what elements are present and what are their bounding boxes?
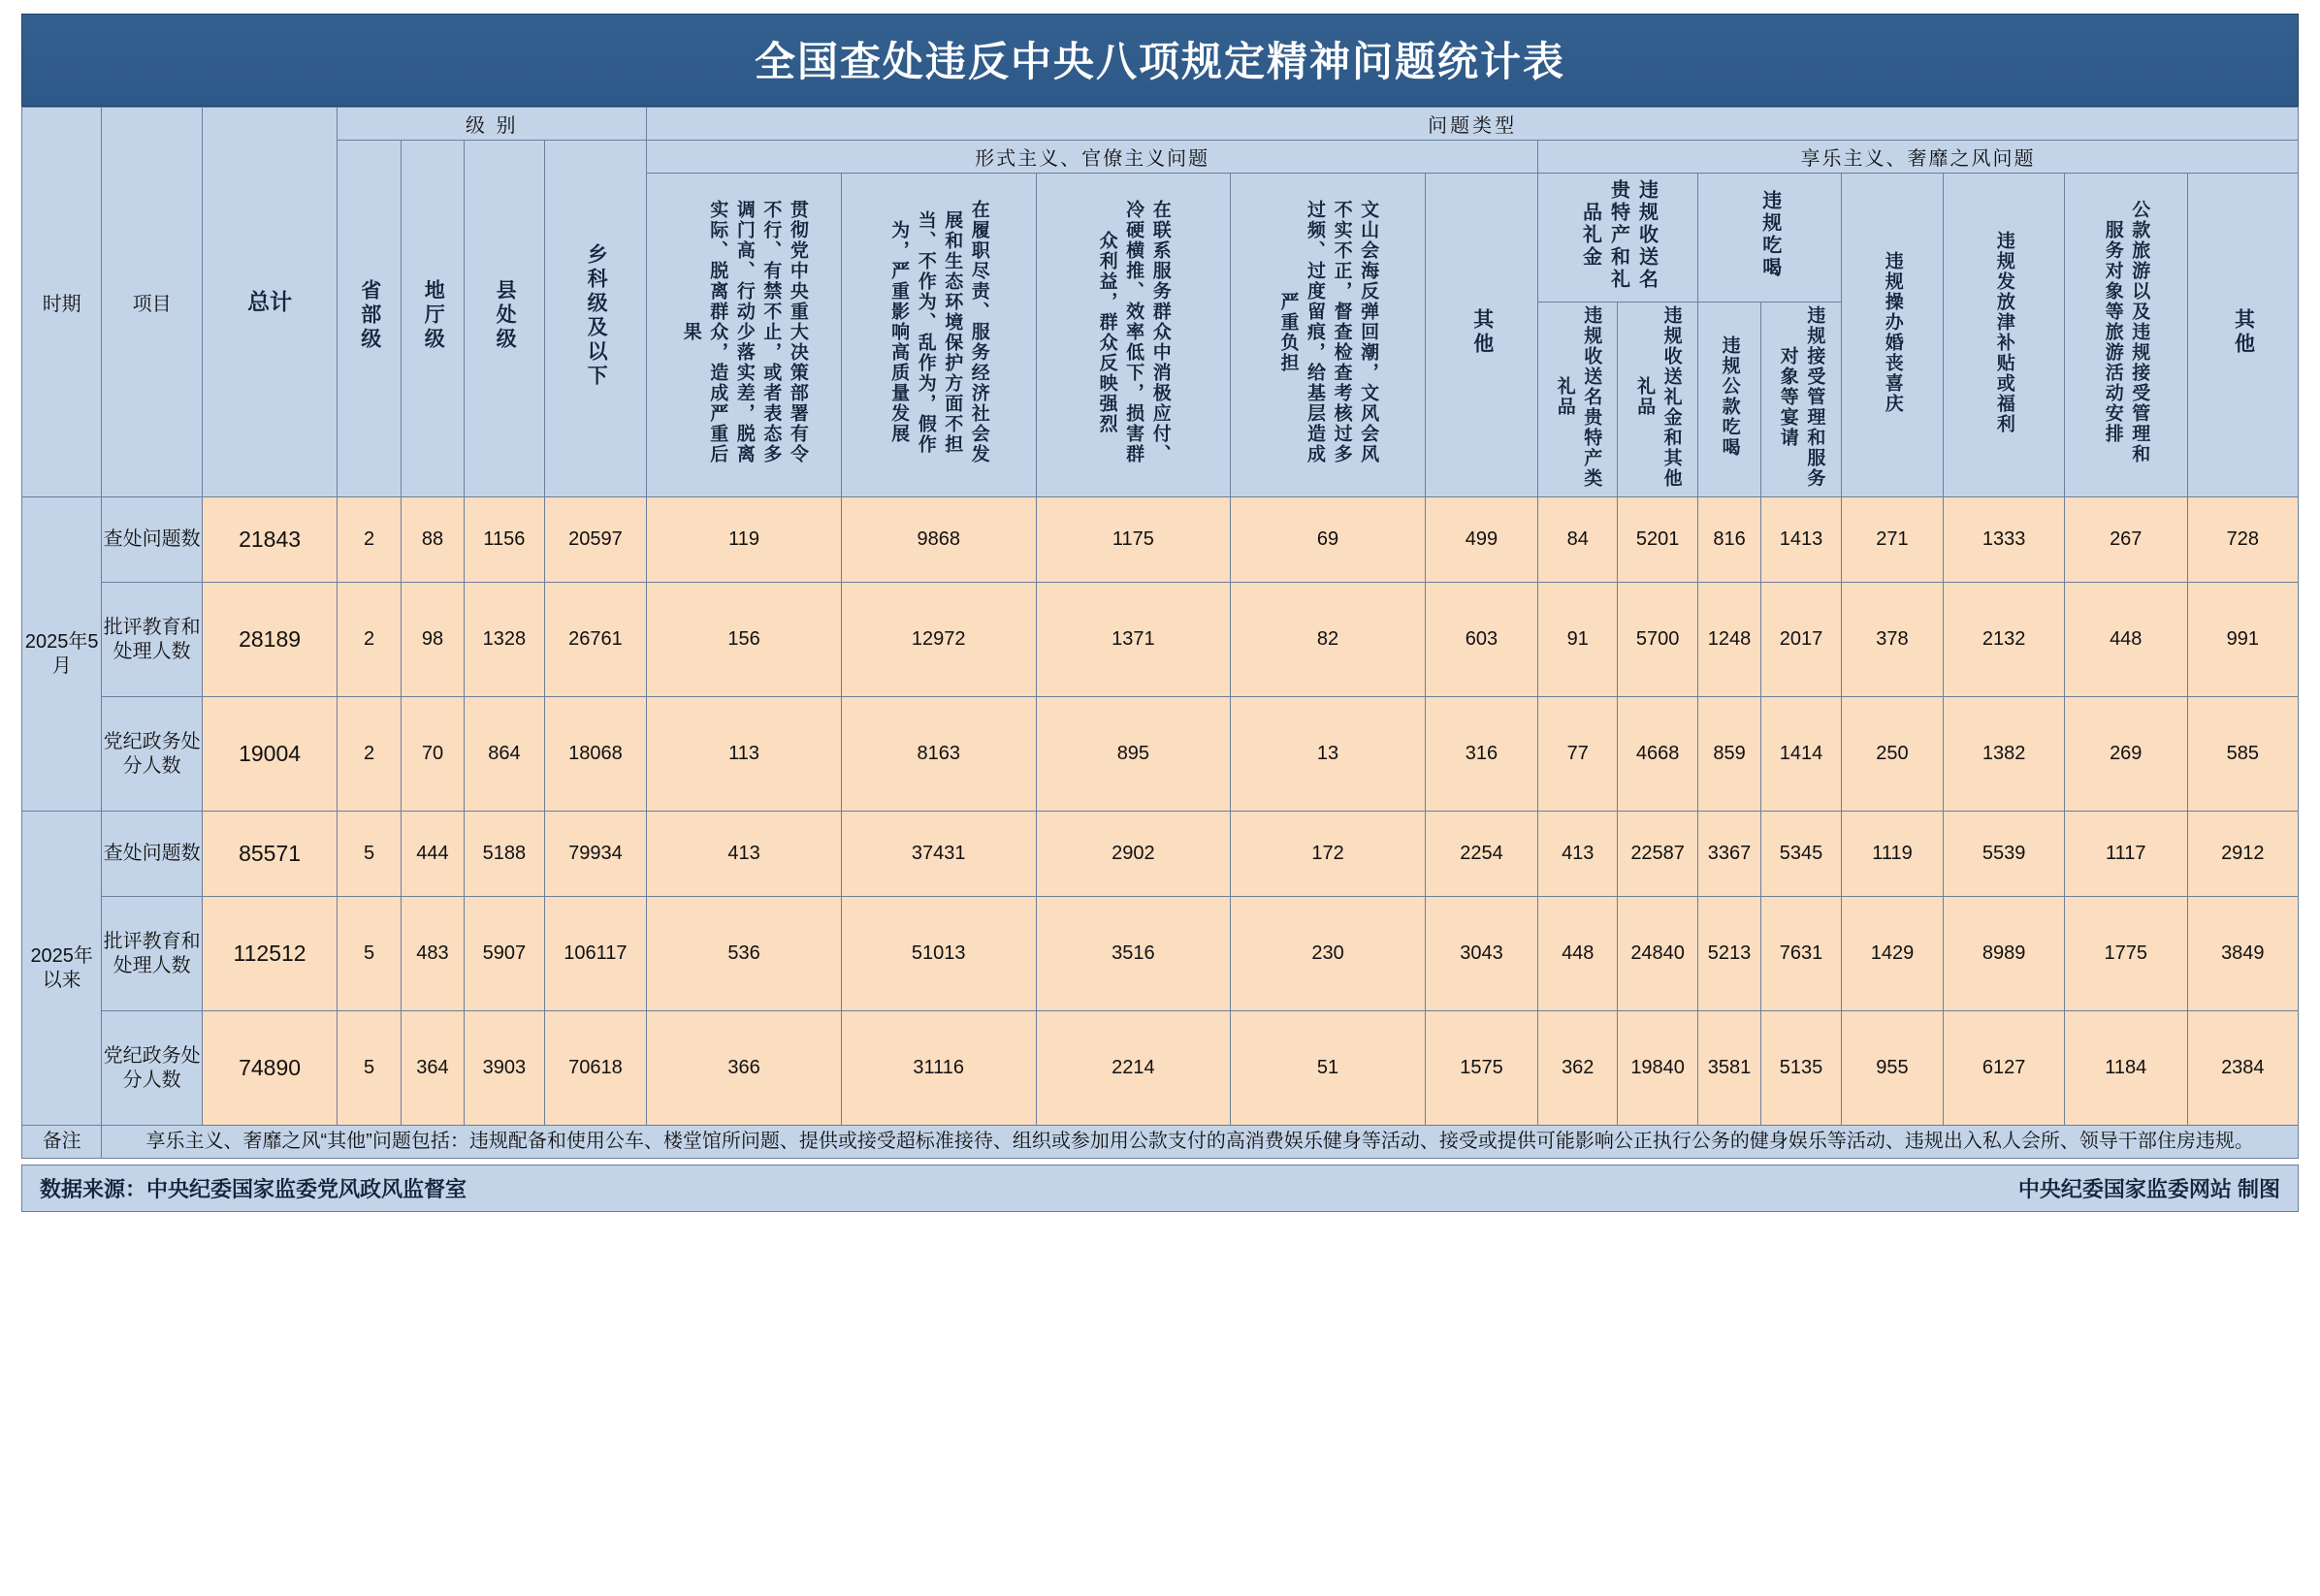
cell-level-4: 20597: [544, 497, 647, 583]
cell-hedonism-2: 4668: [1618, 697, 1697, 812]
header-hedonism-col-2: 违规收送礼金和其他礼品: [1634, 304, 1682, 489]
cell-formalism-1: 119: [647, 497, 842, 583]
cell-total: 28189: [202, 583, 337, 697]
cell-hedonism-2: 24840: [1618, 897, 1697, 1011]
header-hedonism-eat-subcols: [1698, 303, 1841, 497]
cell-hedonism-3: 3367: [1697, 812, 1760, 897]
cell-level-1: 2: [338, 697, 401, 812]
cell-level-3: 5188: [465, 812, 544, 897]
item-label: 批评教育和处理人数: [102, 583, 203, 697]
cell-formalism-3: 1371: [1036, 583, 1231, 697]
cell-formalism-other: 499: [1425, 497, 1537, 583]
header-item: 项目: [102, 108, 203, 497]
cell-level-3: 864: [465, 697, 544, 812]
table-row: [22, 1011, 2299, 1126]
header-level-group: 级 别: [338, 108, 647, 141]
cell-hedonism-7: 267: [2064, 497, 2187, 583]
item-label: 查处问题数: [102, 812, 203, 897]
source-left: 数据来源：中央纪委国家监委党风政风监督室: [40, 1177, 467, 1201]
cell-formalism-4: 172: [1231, 812, 1426, 897]
cell-level-4: 26761: [544, 583, 647, 697]
cell-hedonism-7: 1775: [2064, 897, 2187, 1011]
cell-level-2: 70: [401, 697, 464, 812]
header-formalism-col-other: 其他: [1425, 174, 1537, 497]
cell-formalism-3: 2902: [1036, 812, 1231, 897]
item-label: 党纪政务处分人数: [102, 697, 203, 812]
header-level-sheng: 省部级: [338, 141, 401, 497]
cell-hedonism-4: 1413: [1761, 497, 1841, 583]
cell-formalism-3: 895: [1036, 697, 1231, 812]
cell-hedonism-3: 816: [1697, 497, 1760, 583]
cell-level-1: 5: [338, 897, 401, 1011]
header-hedonism-col-1: 违规收送名贵特产类礼品: [1538, 303, 1618, 496]
cell-formalism-4: 69: [1231, 497, 1426, 583]
cell-hedonism-4: 2017: [1761, 583, 1841, 697]
cell-formalism-other: 316: [1425, 697, 1537, 812]
header-hedonism-col-7: 公款旅游以及违规接受管理和服务对象等旅游活动安排: [2064, 174, 2187, 497]
cell-formalism-other: 2254: [1425, 812, 1537, 897]
header-hedonism-col-5: 违规操办婚丧喜庆: [1841, 174, 1944, 497]
table-row: [22, 497, 2299, 583]
source-right: 中央纪委国家监委网站 制图: [2017, 1177, 2280, 1201]
cell-total: 85571: [202, 812, 337, 897]
cell-hedonism-other: 991: [2187, 583, 2298, 697]
cell-hedonism-6: 1333: [1944, 497, 2065, 583]
header-hedonism-col-6: 违规发放津补贴或福利: [1944, 174, 2065, 497]
cell-formalism-4: 82: [1231, 583, 1426, 697]
note-row: [22, 1126, 2299, 1159]
cell-hedonism-6: 1382: [1944, 697, 2065, 812]
cell-formalism-1: 366: [647, 1011, 842, 1126]
cell-total: 21843: [202, 497, 337, 583]
cell-hedonism-2: 22587: [1618, 812, 1697, 897]
cell-hedonism-1: 448: [1538, 897, 1618, 1011]
cell-hedonism-7: 1184: [2064, 1011, 2187, 1126]
cell-hedonism-5: 378: [1841, 583, 1944, 697]
header-formalism-col-4: 文山会海反弹回潮，文风会风不实不正，督查检查考核过多过频、过度留痕，给基层造成严重负担: [1231, 174, 1426, 497]
cell-level-3: 3903: [465, 1011, 544, 1126]
cell-formalism-other: 3043: [1425, 897, 1537, 1011]
table-row: [22, 897, 2299, 1011]
cell-hedonism-6: 8989: [1944, 897, 2065, 1011]
cell-hedonism-1: 77: [1538, 697, 1618, 812]
cell-level-4: 79934: [544, 812, 647, 897]
cell-level-4: 70618: [544, 1011, 647, 1126]
period-label-2025-ytd: 2025年以来: [22, 812, 102, 1126]
header-row-1: [22, 108, 2299, 141]
source-bar: [21, 1165, 2299, 1212]
cell-formalism-2: 31116: [841, 1011, 1036, 1126]
cell-formalism-1: 156: [647, 583, 842, 697]
cell-hedonism-4: 5345: [1761, 812, 1841, 897]
header-group-formalism: 形式主义、官僚主义问题: [647, 141, 1538, 174]
header-level-xianchu: 县处级: [465, 141, 544, 497]
header-total: [202, 108, 337, 497]
cell-hedonism-5: 250: [1841, 697, 1944, 812]
cell-formalism-2: 8163: [841, 697, 1036, 812]
cell-level-3: 1328: [465, 583, 544, 697]
cell-formalism-2: 9868: [841, 497, 1036, 583]
cell-hedonism-1: 91: [1538, 583, 1618, 697]
note-label: 备注: [22, 1126, 102, 1159]
cell-hedonism-4: 5135: [1761, 1011, 1841, 1126]
cell-total: 112512: [202, 897, 337, 1011]
cell-formalism-2: 51013: [841, 897, 1036, 1011]
header-formalism-col-3: 在联系服务群众中消极应付、冷硬横推、效率低下，损害群众利益，群众反映强烈: [1036, 174, 1231, 497]
cell-total: 19004: [202, 697, 337, 812]
cell-formalism-4: 13: [1231, 697, 1426, 812]
cell-level-1: 2: [338, 583, 401, 697]
header-hedonism-gift-subcols: [1538, 303, 1697, 497]
cell-hedonism-3: 3581: [1697, 1011, 1760, 1126]
header-level-xiangke: 乡科级及以下: [544, 141, 647, 497]
item-label: 查处问题数: [102, 497, 203, 583]
cell-hedonism-other: 728: [2187, 497, 2298, 583]
cell-level-2: 88: [401, 497, 464, 583]
header-hedonism-gift-group: [1538, 174, 1698, 497]
cell-hedonism-1: 362: [1538, 1011, 1618, 1126]
cell-level-1: 5: [338, 1011, 401, 1126]
header-level-diting: 地厅级: [401, 141, 464, 497]
cell-formalism-other: 603: [1425, 583, 1537, 697]
item-label: 党纪政务处分人数: [102, 1011, 203, 1126]
note-text: 享乐主义、奢靡之风“其他”问题包括：违规配备和使用公车、楼堂馆所问题、提供或接受超标准接待、组织或参加用公款支付的高消费娱乐健身等活动、接受或提供可能影响公正执行公务的健身娱乐等活动、违规出入私人会所、领导干部住房违规。: [102, 1126, 2299, 1159]
header-formalism-col-1: 贯彻党中央重大决策部署有令不行、有禁不止，或者表态多调门高、行动少落实差，脱离实际、脱离群众，造成严重后果: [647, 174, 842, 497]
header-group-hedonism: 享乐主义、奢靡之风问题: [1538, 141, 2299, 174]
page-title: 全国查处违反中央八项规定精神问题统计表: [21, 14, 2299, 107]
cell-formalism-1: 413: [647, 812, 842, 897]
cell-level-2: 483: [401, 897, 464, 1011]
cell-hedonism-6: 2132: [1944, 583, 2065, 697]
header-row-2: [22, 141, 2299, 174]
cell-formalism-2: 37431: [841, 812, 1036, 897]
cell-hedonism-6: 6127: [1944, 1011, 2065, 1126]
header-hedonism-col-other: 其他: [2187, 174, 2298, 497]
cell-formalism-3: 3516: [1036, 897, 1231, 1011]
cell-hedonism-3: 859: [1697, 697, 1760, 812]
cell-level-2: 364: [401, 1011, 464, 1126]
cell-formalism-1: 113: [647, 697, 842, 812]
header-hedonism-eat-group: [1697, 174, 1841, 497]
header-total-label: 总计: [247, 289, 293, 315]
header-period: 时期: [22, 108, 102, 497]
table-row: [22, 812, 2299, 897]
cell-hedonism-4: 1414: [1761, 697, 1841, 812]
cell-level-3: 1156: [465, 497, 544, 583]
cell-hedonism-3: 1248: [1697, 583, 1760, 697]
header-hedonism-col-4: 违规接受管理和服务对象等宴请: [1777, 304, 1825, 489]
cell-formalism-4: 51: [1231, 1011, 1426, 1126]
header-problem-type: 问题类型: [647, 108, 2299, 141]
item-label: 批评教育和处理人数: [102, 897, 203, 1011]
table-row: [22, 697, 2299, 812]
cell-total: 74890: [202, 1011, 337, 1126]
cell-level-4: 18068: [544, 697, 647, 812]
cell-hedonism-other: 2912: [2187, 812, 2298, 897]
cell-formalism-1: 536: [647, 897, 842, 1011]
statistics-table: [21, 107, 2299, 1159]
cell-level-4: 106117: [544, 897, 647, 1011]
cell-hedonism-7: 1117: [2064, 812, 2187, 897]
header-hedonism-col-3: 违规公款吃喝: [1698, 303, 1761, 496]
cell-hedonism-2: 5700: [1618, 583, 1697, 697]
cell-hedonism-5: 1429: [1841, 897, 1944, 1011]
cell-hedonism-4: 7631: [1761, 897, 1841, 1011]
cell-hedonism-5: 955: [1841, 1011, 1944, 1126]
cell-hedonism-other: 3849: [2187, 897, 2298, 1011]
cell-level-2: 444: [401, 812, 464, 897]
header-formalism-col-2: 在履职尽责、服务经济社会发展和生态环境保护方面不担当、不作为、乱作为，假作为，严重影响高质量发展: [841, 174, 1036, 497]
cell-hedonism-2: 19840: [1618, 1011, 1697, 1126]
cell-hedonism-7: 448: [2064, 583, 2187, 697]
cell-hedonism-3: 5213: [1697, 897, 1760, 1011]
period-label-2025-05: 2025年5月: [22, 497, 102, 812]
cell-hedonism-2: 5201: [1618, 497, 1697, 583]
cell-hedonism-5: 271: [1841, 497, 1944, 583]
cell-hedonism-other: 585: [2187, 697, 2298, 812]
cell-formalism-3: 1175: [1036, 497, 1231, 583]
cell-formalism-other: 1575: [1425, 1011, 1537, 1126]
cell-level-1: 5: [338, 812, 401, 897]
cell-formalism-2: 12972: [841, 583, 1036, 697]
cell-hedonism-6: 5539: [1944, 812, 2065, 897]
cell-level-2: 98: [401, 583, 464, 697]
cell-hedonism-1: 84: [1538, 497, 1618, 583]
cell-hedonism-7: 269: [2064, 697, 2187, 812]
cell-formalism-4: 230: [1231, 897, 1426, 1011]
header-hedonism-eat-title: 违规吃喝: [1698, 174, 1841, 303]
table-row: [22, 583, 2299, 697]
cell-hedonism-other: 2384: [2187, 1011, 2298, 1126]
header-hedonism-gift-title: 违规收送名贵特产和礼品礼金: [1538, 174, 1697, 303]
cell-hedonism-5: 1119: [1841, 812, 1944, 897]
cell-level-3: 5907: [465, 897, 544, 1011]
cell-level-1: 2: [338, 497, 401, 583]
cell-hedonism-1: 413: [1538, 812, 1618, 897]
cell-formalism-3: 2214: [1036, 1011, 1231, 1126]
